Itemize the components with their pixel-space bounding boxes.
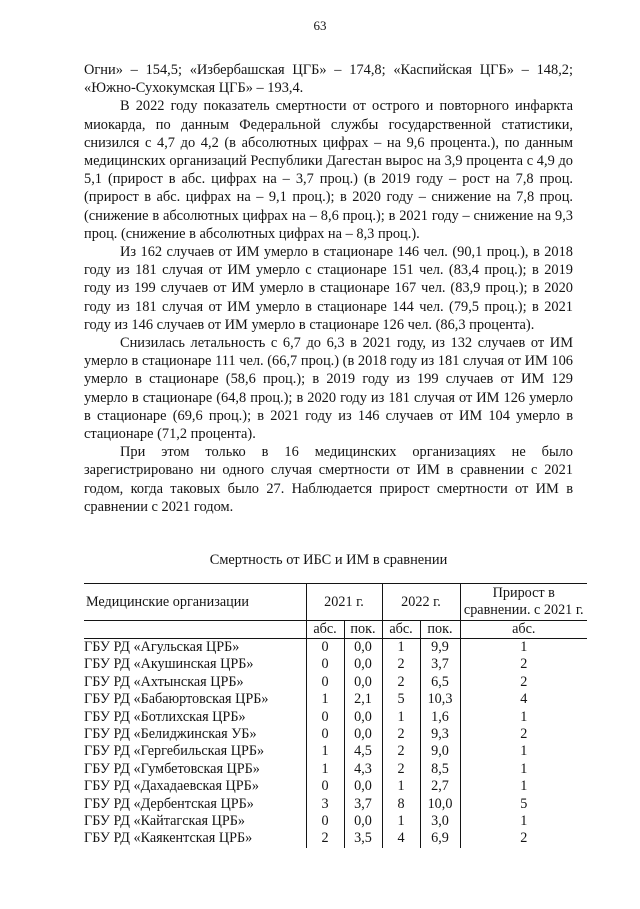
subheader-growth-abs: абс. bbox=[460, 621, 587, 639]
cell-abs-2022: 2 bbox=[382, 674, 420, 691]
cell-organization: ГБУ РД «Ахтынская ЦРБ» bbox=[84, 673, 244, 690]
cell-abs-2021: 1 bbox=[306, 691, 344, 708]
cell-pok-2022: 6,9 bbox=[420, 830, 460, 847]
cell-abs-2022: 2 bbox=[382, 743, 420, 760]
cell-abs-2021: 2 bbox=[306, 830, 344, 847]
cell-abs-2021: 0 bbox=[306, 813, 344, 830]
cell-organization: ГБУ РД «Каякентская ЦРБ» bbox=[84, 830, 253, 847]
table-row bbox=[84, 726, 587, 743]
table-header-row bbox=[84, 584, 587, 621]
cell-abs-2022: 1 bbox=[382, 639, 420, 657]
cell-pok-2022: 3,7 bbox=[420, 656, 460, 673]
cell-abs-2022: 1 bbox=[382, 778, 420, 795]
cell-abs-2022: 2 bbox=[382, 726, 420, 743]
header-organizations: Медицинские организации bbox=[84, 584, 306, 621]
cell-pok-2021: 0,0 bbox=[344, 778, 382, 795]
table-row bbox=[84, 743, 587, 760]
subheader-empty bbox=[84, 621, 306, 639]
cell-abs-2021: 0 bbox=[306, 778, 344, 795]
cell-pok-2022: 2,7 bbox=[420, 778, 460, 795]
subheader-pok-2021: пок. bbox=[344, 621, 382, 639]
paragraph-organizations: При этом только в 16 медицинских организациях не было зарегистрировано ни одного случая смертности от ИМ в сравнении с 2021 годом, когда таковых было 27. Наблюдается прирост смертности от ИМ в сравнении с 2021 годом. bbox=[84, 444, 573, 515]
paragraph-mi-mortality: В 2022 году показатель смертности от острого и повторного инфаркта миокарда, по данным Федеральной службы государственной статистики, снизился с 4,7 до 4,2 (в абсолютных цифрах – на 9,6 процента.), по данным медицинских организаций Республики Дагестан вырос на 3,9 процента с 4,9 до 5,1 (прирост в абс. цифрах на – 3,7 проц.) (в 2019 году – рост на 7,8 проц. (прирост в абс. цифрах на – 9,1 проц.); в 2020 году – снижение на 7,8 проц. (снижение в абсолютных цифрах на – 8,6 проц.); в 2021 году – снижение на 9,3 проц. (снижение в абсолютных цифрах на – 8,3 проц.). bbox=[84, 98, 573, 242]
cell-organization: ГБУ РД «Дербентская ЦРБ» bbox=[84, 795, 254, 812]
cell-abs-2021: 0 bbox=[306, 639, 344, 657]
cell-pok-2022: 9,9 bbox=[420, 639, 460, 657]
cell-pok-2021: 3,5 bbox=[344, 830, 382, 847]
cell-pok-2021: 4,3 bbox=[344, 761, 382, 778]
cell-organization: ГБУ РД «Белиджинская УБ» bbox=[84, 726, 257, 743]
cell-organization: ГБУ РД «Бабаюртовская ЦРБ» bbox=[84, 691, 269, 708]
cell-growth: 5 bbox=[460, 796, 587, 813]
cell-growth: 1 bbox=[460, 761, 587, 778]
cell-growth: 2 bbox=[460, 726, 587, 743]
cell-organization: ГБУ РД «Агульская ЦРБ» bbox=[84, 639, 240, 655]
table-caption: Смертность от ИБС и ИМ в сравнении bbox=[209, 552, 448, 568]
cell-pok-2022: 10,3 bbox=[420, 691, 460, 708]
header-growth: Прирост в сравнении. с 2021 г. bbox=[460, 584, 587, 621]
page-number: 63 bbox=[313, 18, 327, 33]
cell-pok-2022: 1,6 bbox=[420, 709, 460, 726]
cell-abs-2022: 2 bbox=[382, 656, 420, 673]
cell-growth: 1 bbox=[460, 813, 587, 830]
cell-organization: ГБУ РД «Ботлихская ЦРБ» bbox=[84, 708, 246, 725]
cell-pok-2022: 9,3 bbox=[420, 726, 460, 743]
table-row bbox=[84, 639, 587, 657]
paragraph-hospital-deaths: Из 162 случаев от ИМ умерло в стационаре 146 чел. (90,1 проц.), в 2018 году из 181 случая от ИМ умерло с стационаре 151 чел. (83,4 проц.); в 2019 году из 199 случаев от ИМ умерло в стационаре 167 чел. (83,9 проц.); в 2020 году из 181 случая от ИМ умерло в стационаре 144 чел. (79,5 проц.); в 2021 году из 146 случаев от ИМ умерло в стационаре 126 чел. (86,3 процента). bbox=[84, 244, 573, 333]
mortality-table bbox=[84, 583, 587, 848]
table-row bbox=[84, 813, 587, 830]
cell-organization: ГБУ РД «Гумбетовская ЦРБ» bbox=[84, 760, 260, 777]
cell-growth: 1 bbox=[460, 709, 587, 726]
subheader-abs-2022: абс. bbox=[382, 621, 420, 639]
cell-abs-2022: 5 bbox=[382, 691, 420, 708]
cell-abs-2021: 1 bbox=[306, 743, 344, 760]
cell-abs-2022: 1 bbox=[382, 813, 420, 830]
cell-pok-2021: 3,7 bbox=[344, 796, 382, 813]
cell-pok-2021: 0,0 bbox=[344, 709, 382, 726]
cell-pok-2021: 0,0 bbox=[344, 813, 382, 830]
cell-abs-2022: 1 bbox=[382, 709, 420, 726]
cell-abs-2022: 4 bbox=[382, 830, 420, 847]
paragraph-continuation: Огни» – 154,5; «Избербашская ЦГБ» – 174,8; «Каспийская ЦГБ» – 148,2; «Южно-Сухокумская ЦГБ» – 193,4. bbox=[84, 62, 573, 97]
cell-growth: 1 bbox=[460, 743, 587, 760]
cell-pok-2022: 9,0 bbox=[420, 743, 460, 760]
subheader-abs-2021: абс. bbox=[306, 621, 344, 639]
paragraph-lethality: Снизилась летальность с 6,7 до 6,3 в 2021 году, из 132 случаев от ИМ умерло в стационаре 111 чел. (66,7 проц.) (в 2018 году из 181 случая от ИМ 106 умерло в стационаре (58,6 проц.); в 2019 году из 199 случаев от ИМ 129 умерло в стационаре (64,8 проц.); в 2020 году из 181 случая от ИМ 126 умерло в стационаре (69,6 проц.); в 2021 году из 146 случаев от ИМ 104 умерло в стационаре (71,2 процента). bbox=[84, 335, 573, 443]
table-subheader-row bbox=[84, 621, 587, 639]
cell-pok-2022: 6,5 bbox=[420, 674, 460, 691]
cell-abs-2021: 3 bbox=[306, 796, 344, 813]
table-row bbox=[84, 691, 587, 708]
cell-growth: 2 bbox=[460, 656, 587, 673]
cell-organization: ГБУ РД «Акушинская ЦРБ» bbox=[84, 656, 254, 673]
table-row bbox=[84, 709, 587, 726]
header-2021: 2021 г. bbox=[306, 584, 382, 621]
cell-abs-2022: 8 bbox=[382, 796, 420, 813]
cell-abs-2021: 0 bbox=[306, 709, 344, 726]
cell-pok-2021: 0,0 bbox=[344, 726, 382, 743]
cell-abs-2021: 0 bbox=[306, 726, 344, 743]
cell-pok-2021: 2,1 bbox=[344, 691, 382, 708]
cell-organization: ГБУ РД «Дахадаевская ЦРБ» bbox=[84, 778, 259, 795]
cell-pok-2022: 8,5 bbox=[420, 761, 460, 778]
table-row bbox=[84, 656, 587, 673]
table-row bbox=[84, 778, 587, 795]
header-2022: 2022 г. bbox=[382, 584, 460, 621]
table-row bbox=[84, 796, 587, 813]
cell-growth: 1 bbox=[460, 639, 587, 657]
body-text bbox=[84, 61, 573, 516]
cell-pok-2021: 0,0 bbox=[344, 674, 382, 691]
table-row bbox=[84, 674, 587, 691]
cell-growth: 4 bbox=[460, 691, 587, 708]
cell-pok-2021: 4,5 bbox=[344, 743, 382, 760]
cell-organization: ГБУ РД «Кайтагская ЦРБ» bbox=[84, 813, 245, 830]
cell-pok-2022: 10,0 bbox=[420, 796, 460, 813]
subheader-pok-2022: пок. bbox=[420, 621, 460, 639]
cell-abs-2021: 0 bbox=[306, 656, 344, 673]
cell-pok-2022: 3,0 bbox=[420, 813, 460, 830]
cell-growth: 1 bbox=[460, 778, 587, 795]
table-row bbox=[84, 761, 587, 778]
cell-organization: ГБУ РД «Гергебильская ЦРБ» bbox=[84, 743, 265, 760]
cell-growth: 2 bbox=[460, 830, 587, 847]
cell-pok-2021: 0,0 bbox=[344, 639, 382, 657]
cell-growth: 2 bbox=[460, 674, 587, 691]
cell-abs-2021: 1 bbox=[306, 761, 344, 778]
cell-abs-2022: 2 bbox=[382, 761, 420, 778]
cell-pok-2021: 0,0 bbox=[344, 656, 382, 673]
cell-abs-2021: 0 bbox=[306, 674, 344, 691]
table-row bbox=[84, 830, 587, 847]
